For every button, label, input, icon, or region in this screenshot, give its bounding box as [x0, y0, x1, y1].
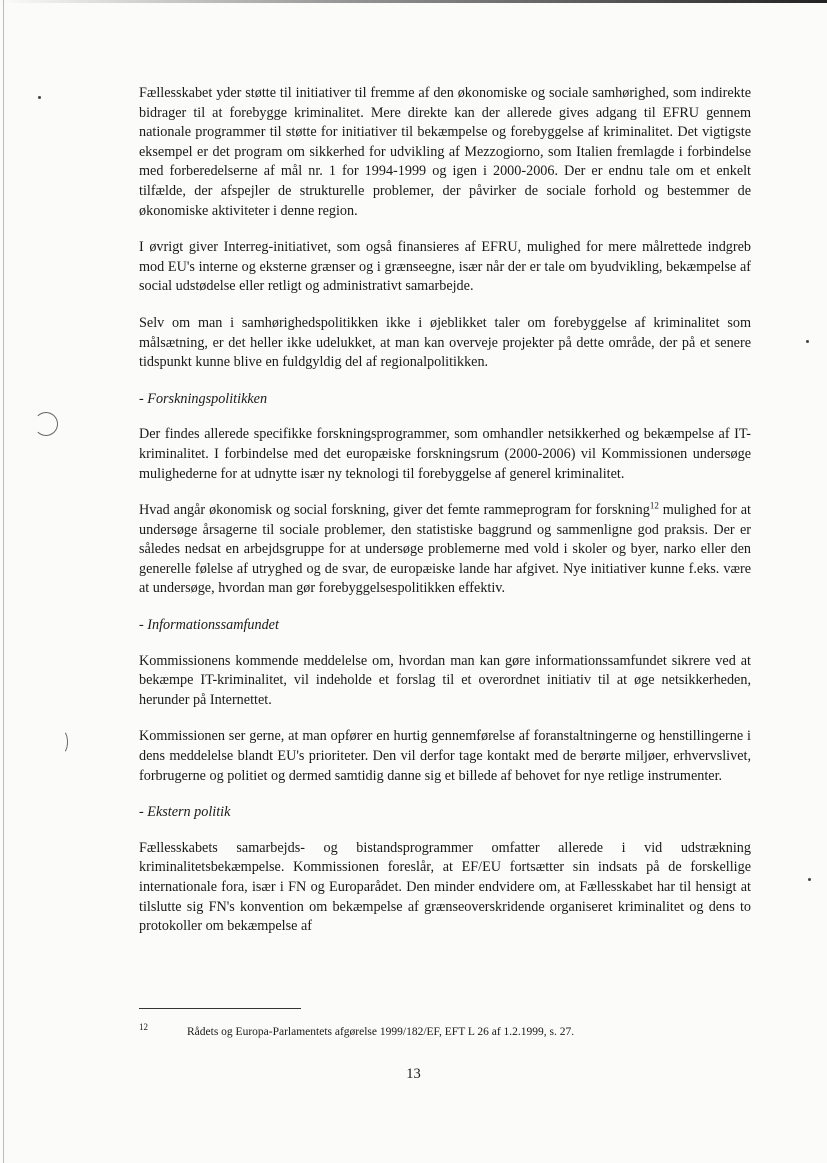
footnote-text: Rådets og Europa-Parlamentets afgørelse 1999/182/EF, EFT L 26 af 1.2.1999, s. 27. [187, 1026, 575, 1038]
punch-hole-lower [56, 730, 68, 754]
paragraph-text: mulighed for at undersøge årsagerne til sociale problemer, den statistiske baggrund og sammenligne god praksis. Der er således nedsat en arbejdsgruppe for at undersøge problemerne med vold i skoler og byer, narko eller den generelle følelse af utryghed og de svar, de europæiske lande har afgivet. Nye initiativer kunne f.eks. være at undersøge, hvordan man gør forebyggelsespolitikken effektiv. [139, 502, 751, 597]
paragraph-priorities: Kommissionen ser gerne, at man opfører en hurtig gennemførelse af foranstaltningerne og henstillingerne i dens meddelelse blandt EU's prioriteter. Den vil derfor tage kontakt med de berørte miljøer, erhvervslivet, forbrugerne og politiet og dermed samtidig danne sig et billede af behovet for nye retlige instrumenter. [139, 728, 751, 784]
paragraph-economic-social-research [139, 501, 751, 599]
section-heading-information-society: - Informationssamfundet [139, 617, 279, 634]
scan-edge-left [3, 0, 4, 1163]
section-heading-research-policy: - Forskningspolitikken [139, 390, 268, 407]
footnote-mark: 12 [139, 1022, 148, 1032]
paragraph-cooperation-programmes: Fællesskabets samarbejds- og bistandsprogrammer omfatter allerede i vid udstrækning kriminalitetsbekæmpelse. Kommissionen foreslår, at EF/EU fortsætter sin indsats på de forskellige internationale fora, især i FN og Europarådet. Den minder endvidere om, at Fællesskabet har til hensigt at tilslutte sig FN's konvention om bekæmpelse af grænseoverskridende organiseret kriminalitet og dens to protokoller om bekæmpelse af [139, 839, 751, 935]
paragraph-interreg: I øvrigt giver Interreg-initiativet, som også finansieres af EFRU, mulighed for mere målrettede indgreb mod EU's interne og eksterne grænser og i grænseegne, især når der er tale om byudvikling, bekæmpelse af social udstødelse eller retligt og administrativt samarbejde. [139, 239, 751, 295]
document-body [139, 84, 751, 954]
paragraph-cohesion-support: Fællesskabet yder støtte til initiativer til fremme af den økonomiske og sociale samhørighed, som indirekte bidrager til at forebygge kriminalitet. Mere direkte kan der allerede gives adgang til EFRU gennem nationale programmer til støtte for initiativer til bekæmpelse og forebyggelse af kriminalitet. Det vigtigste eksempel er det program om sikkerhed for udvikling af Mezzogiorno, som Italien fremlagde i forbindelse med forberedelserne af mål nr. 1 for 1994-1999 og igen i 2000-2006. Der er endnu tale om et enkelt tilfælde, der afspejler de strukturelle problemer, der påvirker de sociale forhold og bestemmer de økonomiske aktiviteter i denne region. [139, 85, 751, 219]
section-heading-external-policy: - Ekstern politik [139, 804, 231, 821]
footnote-separator [139, 1008, 301, 1009]
page-number: 13 [406, 1066, 421, 1082]
paragraph-communication: Kommissionens kommende meddelelse om, hvordan man kan gøre informationssamfundet sikrere ved at bekæmpe IT-kriminalitet, vil indeholde et forslag til et overordnet initiativ til at øge netsikkerheden, herunder på Internettet. [139, 652, 751, 708]
punch-hole-upper [34, 412, 58, 436]
scan-speck [808, 878, 811, 881]
paragraph-text: Hvad angår økonomisk og social forskning, giver det femte rammeprogram for forskning [139, 502, 650, 519]
scan-speck [38, 96, 41, 99]
scan-speck [806, 340, 809, 343]
scan-edge-top [0, 0, 827, 3]
paragraph-cohesion-policy: Selv om man i samhørighedspolitikken ikke i øjeblikket taler om forebyggelse af kriminalitet som målsætning, er det heller ikke udelukket, at man kan overveje projekter på dette område, der på et senere tidspunkt kunne blive en fuldgyldig del af regionalpolitikken. [139, 314, 751, 371]
paragraph-research-programmes: Der findes allerede specifikke forskningsprogrammer, som omhandler netsikkerhed og bekæmpelse af IT-kriminalitet. I forbindelse med det europæiske forskningsrum (2000-2006) vil Kommissionen undersøge mulighederne for at udnytte især ny teknologi til forebyggelse af generel kriminalitet. [139, 426, 751, 482]
footnote-reference: 12 [649, 500, 659, 511]
